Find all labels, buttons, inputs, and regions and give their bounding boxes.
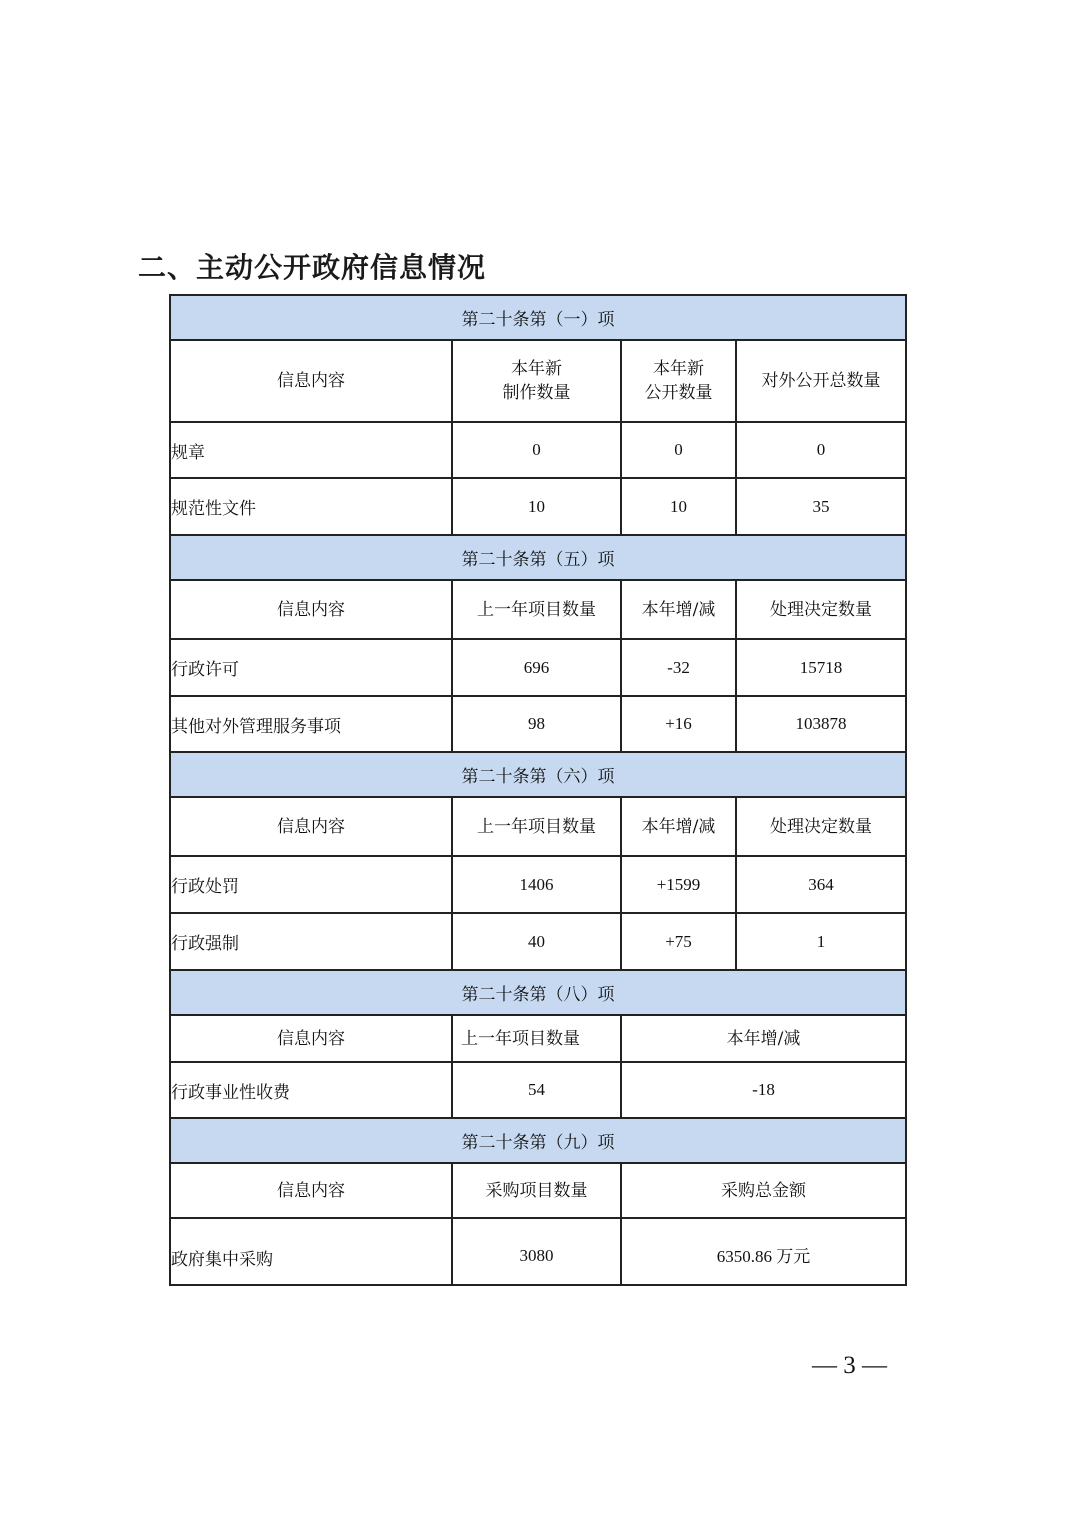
table-row <box>170 856 906 913</box>
column-header: 上一年项目数量 <box>452 1015 621 1062</box>
row-label: 行政处罚 <box>170 856 452 913</box>
section-title-row <box>170 1118 906 1163</box>
table-header-row <box>170 797 906 856</box>
row-value: 0 <box>736 422 906 478</box>
row-value: 1406 <box>452 856 621 913</box>
table-row <box>170 478 906 535</box>
table-row <box>170 1062 906 1118</box>
row-value: 40 <box>452 913 621 970</box>
section-title: 第二十条第（九）项 <box>170 1118 906 1163</box>
column-header: 上一年项目数量 <box>452 797 621 856</box>
row-value: 98 <box>452 696 621 752</box>
column-header: 信息内容 <box>170 340 452 422</box>
row-value: 35 <box>736 478 906 535</box>
row-value: -32 <box>621 639 736 696</box>
column-header: 信息内容 <box>170 797 452 856</box>
column-header: 采购总金额 <box>621 1163 906 1218</box>
table-row <box>170 1218 906 1285</box>
table-row <box>170 696 906 752</box>
table-row <box>170 639 906 696</box>
row-value: 0 <box>452 422 621 478</box>
row-value: 3080 <box>452 1218 621 1285</box>
column-header: 处理决定数量 <box>736 580 906 639</box>
row-value: 6350.86 万元 <box>621 1218 906 1285</box>
row-value: 10 <box>452 478 621 535</box>
section-title-row <box>170 295 906 340</box>
row-label: 行政许可 <box>170 639 452 696</box>
row-label: 规章 <box>170 422 452 478</box>
row-value: 54 <box>452 1062 621 1118</box>
section-title: 第二十条第（八）项 <box>170 970 906 1015</box>
column-header: 本年新 公开数量 <box>621 340 736 422</box>
page-heading: 二、主动公开政府信息情况 <box>138 251 487 284</box>
column-header: 信息内容 <box>170 580 452 639</box>
page-number: — 3 — <box>812 1352 887 1379</box>
row-value: 15718 <box>736 639 906 696</box>
section-title-row <box>170 970 906 1015</box>
column-header: 本年增/减 <box>621 797 736 856</box>
column-header: 本年增/减 <box>621 1015 906 1062</box>
row-value: -18 <box>621 1062 906 1118</box>
row-label: 政府集中采购 <box>170 1218 452 1285</box>
row-value: +16 <box>621 696 736 752</box>
column-header: 信息内容 <box>170 1163 452 1218</box>
government-info-table <box>169 294 907 1286</box>
table-header-row <box>170 1015 906 1062</box>
row-value: 1 <box>736 913 906 970</box>
row-value: 364 <box>736 856 906 913</box>
section-title-row <box>170 752 906 797</box>
table-row <box>170 422 906 478</box>
row-value: +75 <box>621 913 736 970</box>
column-header: 采购项目数量 <box>452 1163 621 1218</box>
row-value: 696 <box>452 639 621 696</box>
section-title: 第二十条第（六）项 <box>170 752 906 797</box>
row-label: 行政事业性收费 <box>170 1062 452 1118</box>
row-value: 10 <box>621 478 736 535</box>
row-value: 103878 <box>736 696 906 752</box>
column-header: 信息内容 <box>170 1015 452 1062</box>
table-header-row <box>170 1163 906 1218</box>
section-title: 第二十条第（五）项 <box>170 535 906 580</box>
column-header: 处理决定数量 <box>736 797 906 856</box>
table-header-row <box>170 340 906 422</box>
row-value: +1599 <box>621 856 736 913</box>
column-header: 本年增/减 <box>621 580 736 639</box>
row-label: 行政强制 <box>170 913 452 970</box>
column-header: 上一年项目数量 <box>452 580 621 639</box>
table-header-row <box>170 580 906 639</box>
column-header: 对外公开总数量 <box>736 340 906 422</box>
row-value: 0 <box>621 422 736 478</box>
section-title: 第二十条第（一）项 <box>170 295 906 340</box>
table-row <box>170 913 906 970</box>
row-label: 规范性文件 <box>170 478 452 535</box>
section-title-row <box>170 535 906 580</box>
row-label: 其他对外管理服务事项 <box>170 696 452 752</box>
column-header: 本年新 制作数量 <box>452 340 621 422</box>
